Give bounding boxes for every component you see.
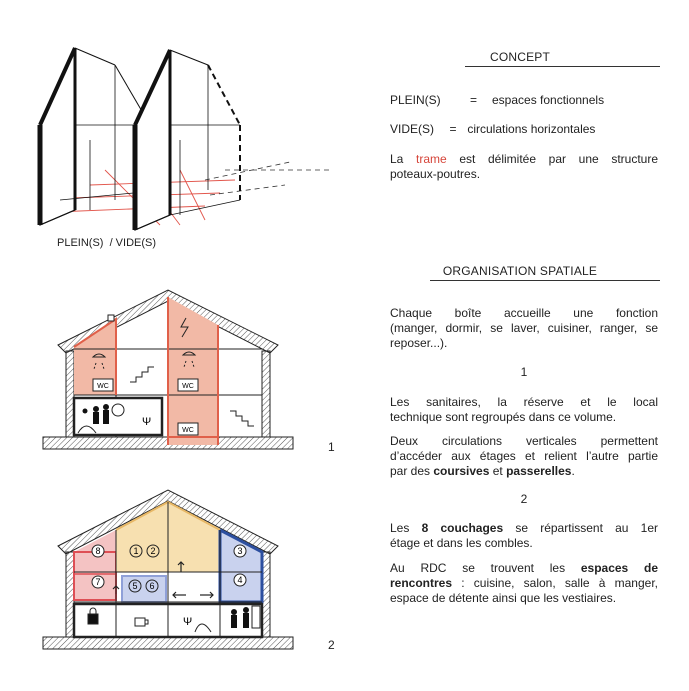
dining-icon: Ψ xyxy=(183,616,193,628)
vide-eq: = xyxy=(449,122,457,136)
organisation-title-rule xyxy=(430,280,660,281)
wc-label: WC xyxy=(182,383,194,390)
section-number-2: 2 xyxy=(520,492,528,506)
room-5-6 xyxy=(122,576,166,602)
dining-icon: Ψ xyxy=(142,416,152,428)
house-section-2 xyxy=(38,482,300,660)
concept-title-rule xyxy=(465,66,660,67)
trame-text: La trame est délimitée par une structure poteaux-poutres. xyxy=(390,152,658,181)
room-number-7: 7 xyxy=(95,577,101,587)
stairs-icon xyxy=(130,367,154,382)
organisation-title: ORGANISATION SPATIALE xyxy=(442,264,598,278)
room-number-4: 4 xyxy=(237,575,243,585)
ground-slab xyxy=(43,637,293,649)
vide-def: circulations horizontales xyxy=(467,122,596,136)
paragraph-2: Deux circulations verticales permettent d’accéder aux étages et relient l’autre partie par des coursives et passerelles. xyxy=(390,434,658,478)
coffee-icon xyxy=(135,618,145,626)
paragraph-1: Les sanitaires, la réserve et le local technique sont regroupés dans ce volume. xyxy=(390,395,658,424)
section-number-1: 1 xyxy=(520,365,528,379)
vide-label: VIDE(S) xyxy=(390,122,435,136)
room-number-5: 5 xyxy=(132,581,138,591)
wc-label: WC xyxy=(182,427,194,434)
house-section-1 xyxy=(38,285,300,460)
plein-label: PLEIN(S) xyxy=(390,93,441,107)
paragraph-4: Au RDC se trouvent les espaces de rencontres : cuisine, salon, salle à manger, espace de détente ainsi que les vestiaires. xyxy=(390,561,658,605)
stairs-icon xyxy=(230,411,254,426)
lock-icon xyxy=(88,614,98,624)
room-number-2: 2 xyxy=(150,546,156,556)
figure-label-2: 2 xyxy=(328,638,335,652)
organisation-intro: Chaque boîte accueille une fonction (manger, dormir, se laver, cuisiner, ranger, se reposer...). xyxy=(390,306,658,350)
plein-line xyxy=(390,93,680,108)
figure-label-1: 1 xyxy=(328,440,335,454)
people-icon xyxy=(231,607,249,628)
trame-word: trame xyxy=(416,152,447,166)
room-number-6: 6 xyxy=(149,581,155,591)
plein-def: espaces fonctionnels xyxy=(492,93,605,107)
sofa-icon xyxy=(195,624,211,632)
plein-eq: = xyxy=(470,93,478,107)
box-right xyxy=(135,50,240,230)
lockers-icon xyxy=(252,606,260,628)
concept-title: CONCEPT xyxy=(489,50,551,64)
concept-sketch xyxy=(30,30,360,235)
room-number-3: 3 xyxy=(237,546,243,556)
paragraph-3: Les 8 couchages se répartissent au 1er étage et dans les combles. xyxy=(390,521,659,550)
vide-line xyxy=(390,122,680,137)
room-number-1: 1 xyxy=(133,546,139,556)
sketch-caption: PLEIN(S) / VIDE(S) xyxy=(57,237,157,249)
wc-label: WC xyxy=(97,383,109,390)
room-number-8: 8 xyxy=(95,546,101,556)
